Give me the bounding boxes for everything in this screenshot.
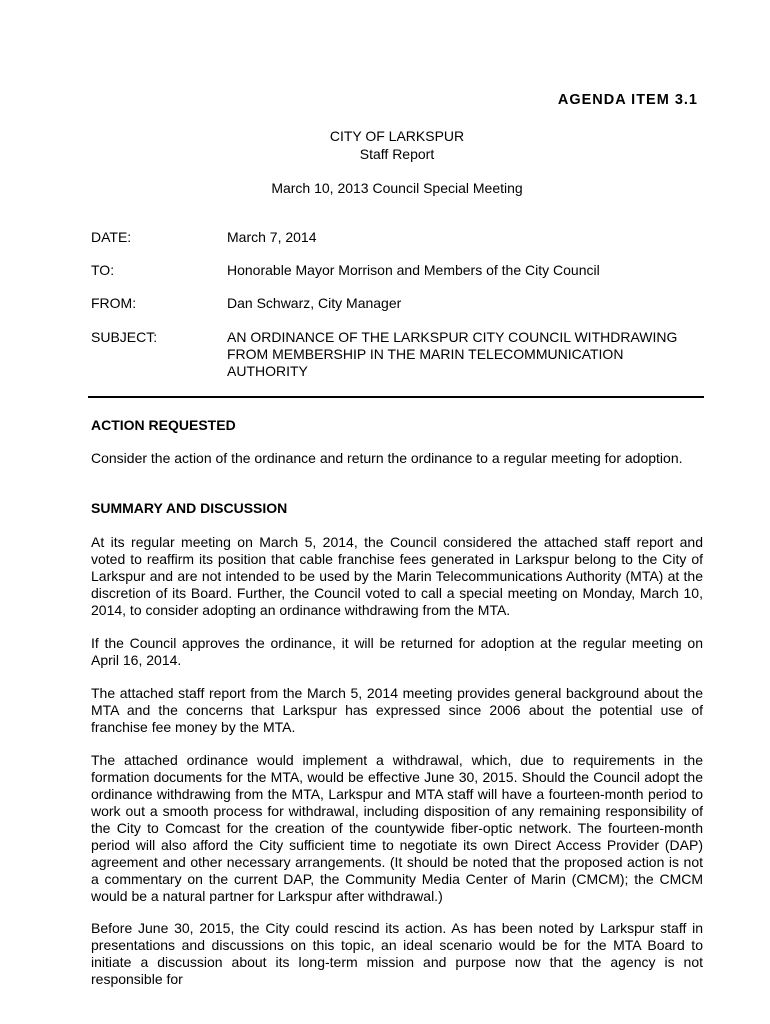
memo-to-label: TO: xyxy=(91,262,115,278)
summary-paragraph: If the Council approves the ordinance, it will be returned for adoption at the regular meeting on April 16, 2014. xyxy=(91,635,703,668)
summary-paragraph: Before June 30, 2015, the City could rescind its action. As has been noted by Larkspur staff in presentations and discussions on this topic, an ideal scenario would be for the MTA Board to initiate a discussion about its long-term mission and purpose now that the agency is not responsible for xyxy=(91,920,703,987)
header-divider xyxy=(88,396,704,398)
summary-paragraph: The attached staff report from the March 5, 2014 meeting provides general background about the MTA and the concerns that Larkspur has expressed since 2006 about the potential use of franchise fee money by the MTA. xyxy=(91,685,703,735)
meeting-title: March 10, 2013 Council Special Meeting xyxy=(271,180,523,196)
agenda-item-label: AGENDA ITEM 3.1 xyxy=(557,92,698,108)
action-requested-text: Consider the action of the ordinance and return the ordinance to a regular meeting for adoption. xyxy=(91,450,683,466)
action-requested-heading: ACTION REQUESTED xyxy=(91,417,236,433)
summary-paragraph: The attached ordinance would implement a withdrawal, which, due to requirements in the formation documents for the MTA, would be effective June 30, 2015. Should the Council adopt the ordinance withdrawing from the MTA, Larkspur and MTA staff will have a fourteen-month period to work out a smooth process for withdrawal, including disposition of any remaining responsibility of the City to Comcast for the creation of the countywide fiber-optic network. The fourteen-month period will also afford the City sufficient time to negotiate its own Direct Access Provider (DAP) agreement and other necessary arrangements. (It should be noted that the proposed action is not a commentary on the current DAP, the Community Media Center of Marin (CMCM); the CMCM would be a natural partner for Larkspur after withdrawal.) xyxy=(91,752,703,904)
report-type: Staff Report xyxy=(359,146,435,162)
memo-from-label: FROM: xyxy=(91,295,137,311)
memo-date-label: DATE: xyxy=(91,229,132,245)
memo-subject-value: AN ORDINANCE OF THE LARKSPUR CITY COUNCIL WITHDRAWING FROM MEMBERSHIP IN THE MARIN TELECOMMUNICATION AUTHORITY xyxy=(227,329,678,379)
memo-date-value: March 7, 2014 xyxy=(227,229,317,245)
memo-to-value: Honorable Mayor Morrison and Members of the City Council xyxy=(227,262,600,278)
memo-from-value: Dan Schwarz, City Manager xyxy=(227,295,402,311)
summary-heading: SUMMARY AND DISCUSSION xyxy=(91,500,288,516)
city-name: CITY OF LARKSPUR xyxy=(329,128,465,144)
summary-paragraph: At its regular meeting on March 5, 2014, the Council considered the attached staff report and voted to reaffirm its position that cable franchise fees generated in Larkspur belong to the City of Larkspur and are not intended to be used by the Marin Telecommunications Authority (MTA) at the discretion of its Board. Further, the Council voted to call a special meeting on Monday, March 10, 2014, to consider adopting an ordinance withdrawing from the MTA. xyxy=(91,534,703,618)
memo-subject-label: SUBJECT: xyxy=(91,329,158,345)
